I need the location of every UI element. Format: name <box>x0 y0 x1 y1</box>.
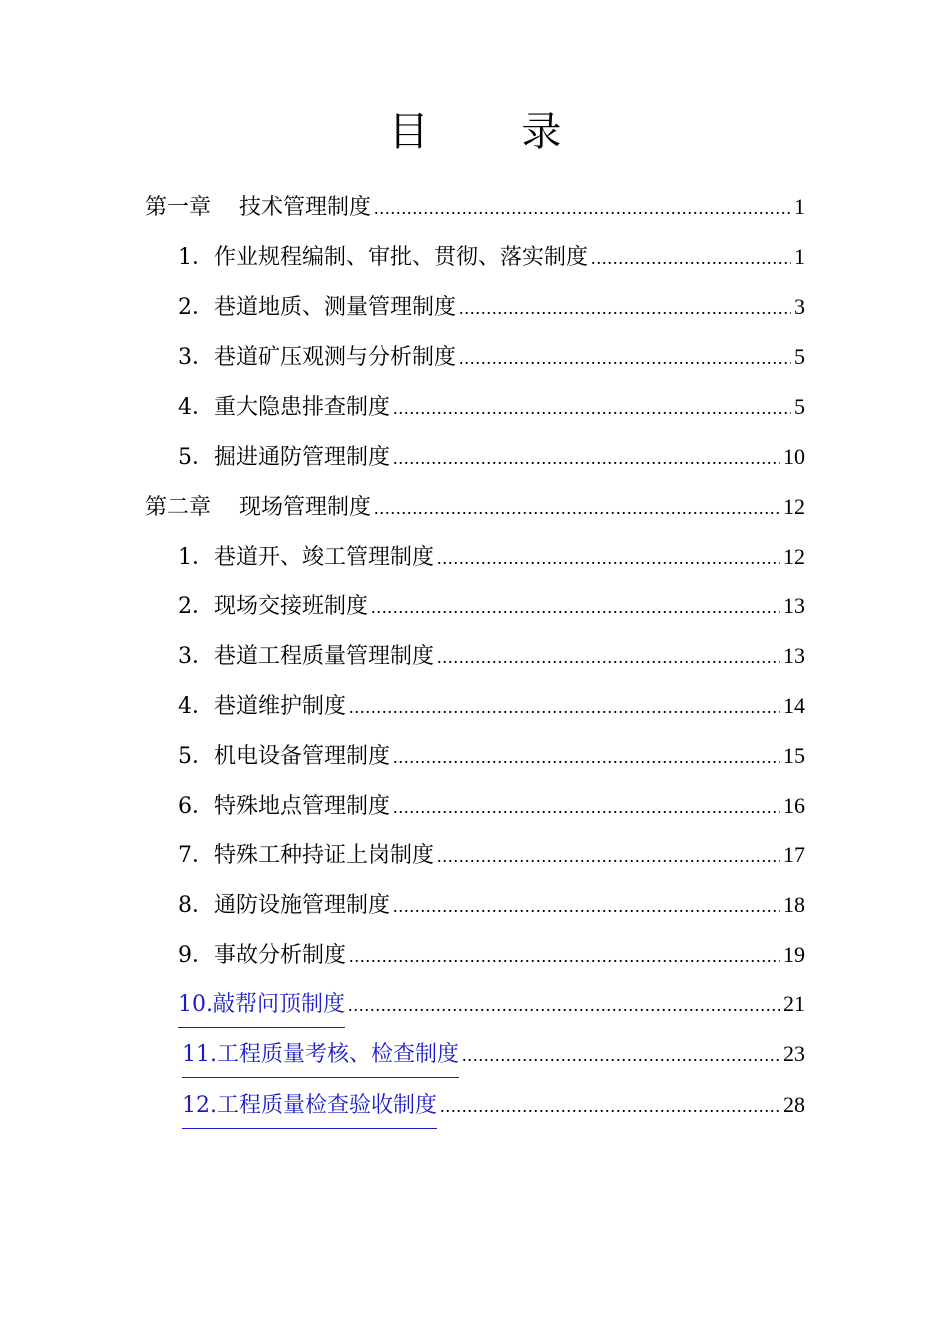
toc-page-number: 19 <box>783 942 805 967</box>
toc-page-number: 12 <box>783 494 805 519</box>
toc-number: 1． <box>178 545 214 570</box>
toc-page-number: 5 <box>794 394 805 419</box>
toc-number: 7． <box>178 843 214 868</box>
toc-entry <box>178 786 805 826</box>
toc-label: 通防设施管理制度 <box>214 893 391 918</box>
dot-leader <box>393 737 780 777</box>
toc-number: 5． <box>178 744 214 769</box>
dot-leader <box>393 886 780 926</box>
toc-page-number: 12 <box>783 544 805 569</box>
toc-page-number: 15 <box>783 743 805 768</box>
toc-number: 4． <box>178 395 214 420</box>
toc-page-number: 23 <box>783 1041 805 1066</box>
toc-link[interactable] <box>178 985 345 1028</box>
toc-page-number: 14 <box>783 693 805 718</box>
toc-entry <box>178 636 805 676</box>
toc-number: 第二章 <box>145 495 212 520</box>
toc-number: 11. <box>182 1042 217 1067</box>
dot-leader <box>374 488 780 528</box>
toc-number: 8． <box>178 893 214 918</box>
toc-number: 6． <box>178 794 214 819</box>
toc-number: 10. <box>178 992 213 1017</box>
toc-page-number: 5 <box>794 344 805 369</box>
toc-entry <box>178 885 805 925</box>
toc-page-number: 18 <box>783 892 805 917</box>
toc-page-number: 16 <box>783 793 805 818</box>
toc-link[interactable] <box>182 1035 459 1078</box>
dot-leader <box>591 238 791 278</box>
dot-leader <box>371 587 780 627</box>
toc-label: 重大隐患排查制度 <box>214 395 391 420</box>
toc-number: 1． <box>178 245 214 270</box>
toc-page-number: 3 <box>794 294 805 319</box>
toc-number: 9． <box>178 943 214 968</box>
toc-label: 工程质量考核、检查制度 <box>217 1042 460 1067</box>
toc-label: 巷道地质、测量管理制度 <box>214 295 457 320</box>
dot-leader <box>374 188 791 228</box>
toc-number: 3． <box>178 345 214 370</box>
toc-entry <box>178 935 805 975</box>
dot-leader <box>462 1035 780 1075</box>
toc-label: 掘进通防管理制度 <box>214 445 391 470</box>
toc-label: 特殊地点管理制度 <box>214 794 391 819</box>
dot-leader <box>440 1086 780 1126</box>
toc-page-number: 21 <box>783 991 805 1016</box>
toc-entry <box>178 736 805 776</box>
dot-leader <box>437 538 780 578</box>
toc-entry <box>178 835 805 875</box>
dot-leader <box>349 936 780 976</box>
dot-leader <box>348 985 780 1025</box>
toc-entry <box>178 537 805 577</box>
toc-entry[interactable] <box>182 1085 805 1125</box>
dot-leader <box>459 338 791 378</box>
toc-entry <box>178 237 805 277</box>
toc-label: 作业规程编制、审批、贯彻、落实制度 <box>214 245 589 270</box>
toc-link[interactable] <box>182 1086 437 1129</box>
toc-label: 敲帮问顶制度 <box>213 992 346 1017</box>
page-title: 目 录 <box>388 109 602 155</box>
toc-label: 巷道工程质量管理制度 <box>214 644 435 669</box>
dot-leader <box>393 388 791 428</box>
toc-page-number: 1 <box>794 194 805 219</box>
toc-label: 巷道矿压观测与分析制度 <box>214 345 457 370</box>
toc-page-number: 28 <box>783 1092 805 1117</box>
toc-label: 现场交接班制度 <box>214 594 369 619</box>
dot-leader <box>437 836 780 876</box>
toc-number: 4． <box>178 694 214 719</box>
toc-page-number: 13 <box>783 643 805 668</box>
toc-label: 巷道开、竣工管理制度 <box>214 545 435 570</box>
toc-label: 现场管理制度 <box>239 495 372 520</box>
toc-label: 工程质量检查验收制度 <box>217 1093 438 1118</box>
toc-number: 12. <box>182 1093 217 1118</box>
toc-entry <box>178 586 805 626</box>
toc-entry <box>178 387 805 427</box>
toc-entry[interactable] <box>182 1034 805 1074</box>
toc-number: 5． <box>178 445 214 470</box>
toc-entry <box>178 686 805 726</box>
toc-label: 机电设备管理制度 <box>214 744 391 769</box>
toc-chapter <box>145 487 805 527</box>
toc-page-number: 1 <box>794 244 805 269</box>
toc-number: 2． <box>178 594 214 619</box>
dot-leader <box>393 438 780 478</box>
toc-chapter <box>145 187 805 227</box>
dot-leader <box>459 288 791 328</box>
toc-entry <box>178 437 805 477</box>
dot-leader <box>349 687 780 727</box>
toc-number: 2． <box>178 295 214 320</box>
toc-entry[interactable] <box>178 984 805 1024</box>
dot-leader <box>437 637 780 677</box>
toc-page-number: 17 <box>783 842 805 867</box>
toc-label: 巷道维护制度 <box>214 694 347 719</box>
dot-leader <box>393 787 780 827</box>
toc-entry <box>178 337 805 377</box>
toc-number: 3． <box>178 644 214 669</box>
toc-number: 第一章 <box>145 195 212 220</box>
toc-page-number: 13 <box>783 593 805 618</box>
toc-label: 事故分析制度 <box>214 943 347 968</box>
toc-label: 特殊工种持证上岗制度 <box>214 843 435 868</box>
toc-page-number: 10 <box>783 444 805 469</box>
toc-label: 技术管理制度 <box>239 195 372 220</box>
toc-entry <box>178 287 805 327</box>
